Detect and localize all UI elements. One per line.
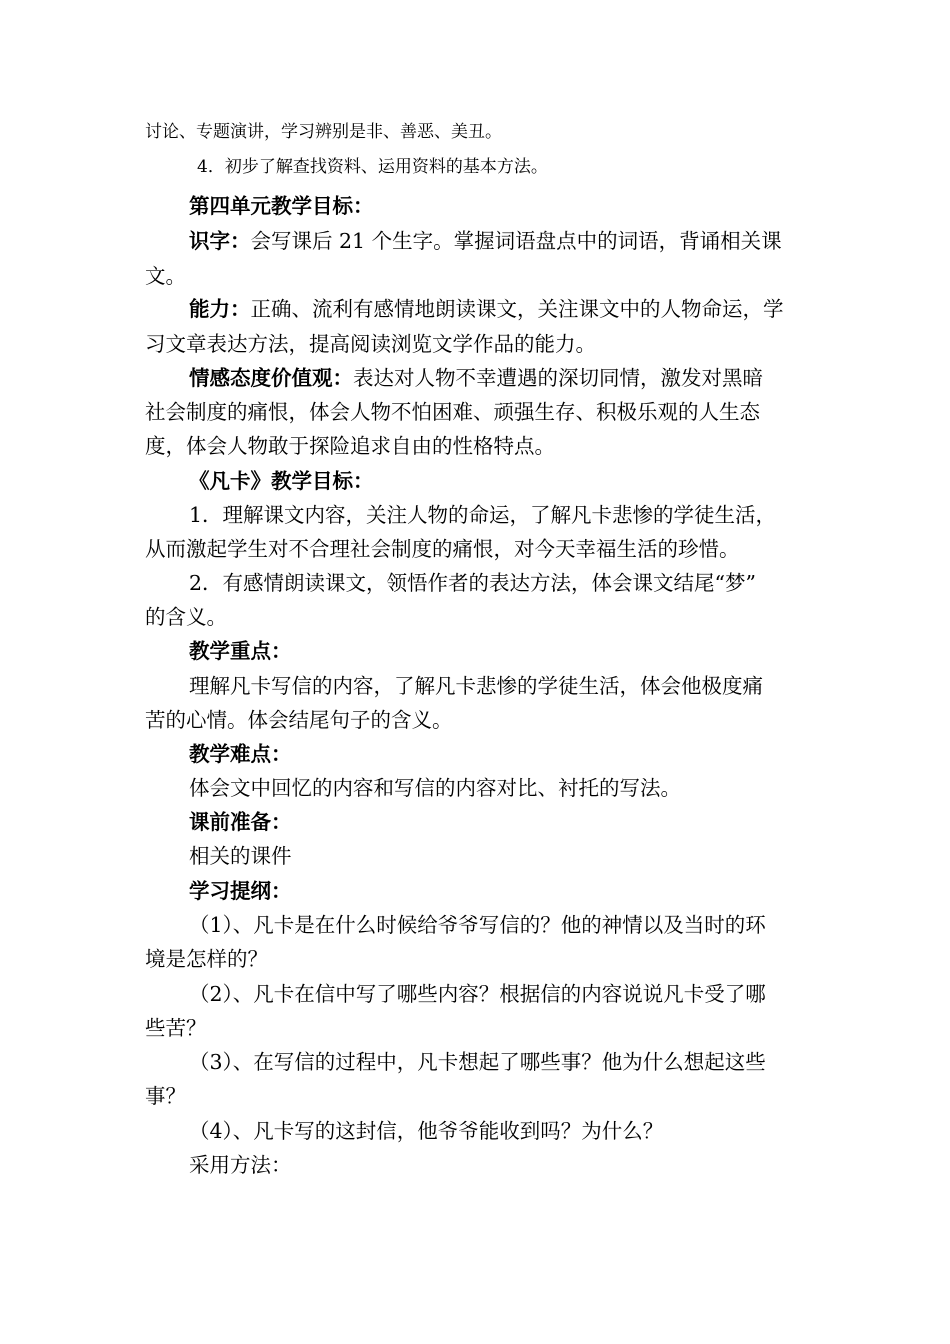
text-line: 事？ xyxy=(145,1084,186,1108)
text-line: 情感态度价值观：表达对人物不幸遭遇的深切同情，激发对黑暗 xyxy=(189,366,763,390)
text-line: 4．初步了解查找资料、运用资料的基本方法。 xyxy=(197,157,548,177)
text-line: （4）、凡卡写的这封信，他爷爷能收到吗？为什么？ xyxy=(189,1119,664,1143)
text-line: 社会制度的痛恨，体会人物不怕困难、顽强生存、积极乐观的人生态 xyxy=(145,400,760,424)
text-line: 1．理解课文内容，关注人物的命运，了解凡卡悲惨的学徒生活， xyxy=(189,503,777,527)
text-line: 些苦？ xyxy=(145,1016,207,1040)
text-line: 2．有感情朗读课文，领悟作者的表达方法，体会课文结尾“梦” xyxy=(189,571,757,595)
text-line: （1）、凡卡是在什么时候给爷爷写信的？他的神情以及当时的环 xyxy=(189,913,766,937)
text-line: 体会文中回忆的内容和写信的内容对比、衬托的写法。 xyxy=(189,776,681,800)
text-line: 的含义。 xyxy=(145,605,227,629)
text-line: 境是怎样的？ xyxy=(145,947,268,971)
text-line: 能力：正确、流利有感情地朗读课文，关注课文中的人物命运，学 xyxy=(189,297,784,321)
section-heading: 课前准备： xyxy=(189,810,292,834)
text-line: 识字：会写课后 21 个生字。掌握词语盘点中的词语，背诵相关课 xyxy=(189,229,782,253)
text-line: 从而激起学生对不合理社会制度的痛恨，对今天幸福生活的珍惜。 xyxy=(145,537,740,561)
section-heading: 教学难点： xyxy=(189,742,292,766)
section-heading: 第四单元教学目标： xyxy=(189,194,374,218)
text-line: （3）、在写信的过程中，凡卡想起了哪些事？他为什么想起这些 xyxy=(189,1050,766,1074)
text-line: 采用方法： xyxy=(189,1153,292,1177)
section-heading: 学习提纲： xyxy=(189,879,292,903)
text-line: 理解凡卡写信的内容，了解凡卡悲惨的学徒生活，体会他极度痛 xyxy=(189,674,763,698)
text-line: 讨论、专题演讲，学习辨别是非、善恶、美丑。 xyxy=(145,122,502,142)
text-line: 苦的心情。体会结尾句子的含义。 xyxy=(145,708,453,732)
text-line: 习文章表达方法，提高阅读浏览文学作品的能力。 xyxy=(145,332,596,356)
text-line: 相关的课件 xyxy=(189,844,292,868)
section-heading: 教学重点： xyxy=(189,639,292,663)
text-line: 度，体会人物敢于探险追求自由的性格特点。 xyxy=(145,434,555,458)
text-line: 文。 xyxy=(145,264,186,288)
text-line: （2）、凡卡在信中写了哪些内容？根据信的内容说说凡卡受了哪 xyxy=(189,982,766,1006)
section-heading: 《凡卡》教学目标： xyxy=(189,469,374,493)
